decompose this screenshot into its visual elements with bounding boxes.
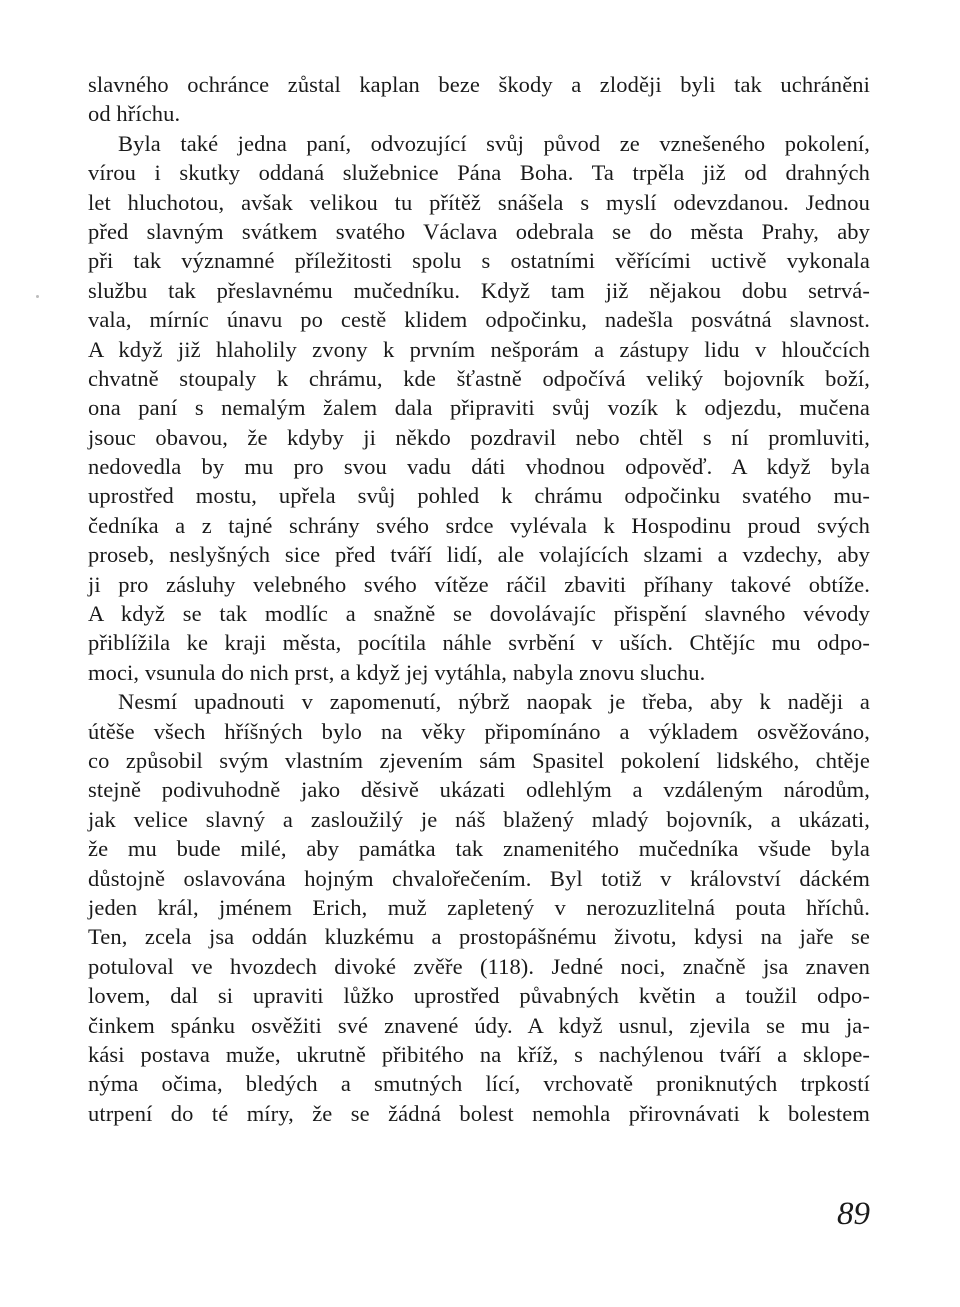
text-line: od hříchu. [88,101,181,127]
text-line: čedníka a z tajné schrány svého srdce vylévala k Hospodinu proud svých [88,512,870,538]
text-line: ona paní s nemalým žalem dala připraviti svůj vozík k odjezdu, mučena [88,395,870,421]
text-line: uprostřed mostu, upřela svůj pohled k chrámu odpočinku svatého mu- [88,483,870,509]
text-line: co způsobil svým vlastním zjevením sám Spasitel pokolení lidského, chtěje [88,747,870,773]
text-line: A když se tak modlíc a snažně se dovolávajíc přispění slavného vévody [88,601,870,627]
text-line: slavného ochránce zůstal kaplan beze škody a zloději byli tak uchráněni [88,72,870,97]
page-number: 89 [837,1196,870,1232]
text-line: chvatně stoupaly k chrámu, kde šťastně odpočívá veliký bojovník boží, [88,365,870,391]
text-line: Ten, zcela jsa oddán kluzkému a prostopášnému životu, kdysi na jaře se [88,924,870,950]
text-line: že mu bude milé, aby památka tak znamenitého mučedníka všude byla [88,836,870,862]
margin-speck [36,295,39,298]
paragraph-start-line: Nesmí upadnouti v zapomenutí, nýbrž naopak je třeba, aby k naději a [118,689,870,715]
text-line: moci, vsunula do nich prst, a když jej vytáhla, nabyla znovu sluchu. [88,659,706,685]
text-line: útěše všech hříšných bylo na věky připomínáno a výkladem osvěžováno, [88,718,870,744]
text-line: nýma očima, bledých a smutných lící, vrchovatě proniknutých trpkostí [88,1071,870,1097]
text-line: ji pro zásluhy velebného svého vítěze ráčil zbaviti příhany takové obtíže. [88,571,870,597]
text-line: přiblížila ke kraji města, pocítila náhle svrbění v uších. Chtějíc mu odpo- [88,630,870,656]
text-line: vala, mírníc únavu po cestě klidem odpočinku, nadešla posvátná slavnost. [88,307,870,333]
text-line: vírou i skutky oddaná služebnice Pána Boha. Ta trpěla již od drahných [88,160,870,186]
text-line: potuloval ve hvozdech divoké zvěře (118). Jedné noci, značně jsa znaven [88,953,870,979]
text-line: důstojně oslavována hojným chvalořečením. Byl totiž v království dáckém [88,865,870,891]
text-line: jsouc obavou, že kdyby ji někdo pozdravil nebo chtěl s ní promluviti, [88,424,870,450]
text-line: A když již hlaholily zvony k prvním nešporám a zástupy lidu v hloučcích [88,336,870,362]
body-text [88,70,870,1128]
text-line: stejně podivuhodně jako děsivě ukázati odlehlým a vzdáleným národům, [88,777,870,803]
text-line: lovem, dal si upraviti lůžko uprostřed půvabných květin a toužil odpo- [88,983,870,1009]
text-line: jak velice slavný a zasloužilý je náš blažený mladý bojovník, a ukázati, [88,806,870,832]
text-line: proseb, neslyšných sice před tváří lidí, ale volajících slzami a vzdechy, aby [88,542,870,568]
text-line: službu tak přeslavnému mučedníku. Když tam již nějakou dobu setrvá- [88,277,870,303]
text-line: kási postava muže, ukrutně přibitého na kříž, s nachýlenou tváří a sklope- [88,1041,870,1067]
text-line: let hluchotou, avšak velikou tu přítěž snášela s myslí odevzdanou. Jednou [88,189,870,215]
text-line: utrpení do té míry, že se žádná bolest nemohla přirovnávati k bolestem [88,1100,870,1126]
text-line: při tak významné příležitosti spolu s ostatními věřícími uctivě vykonala [88,248,870,274]
text-line: před slavným svátkem svatého Václava odebrala se do města Prahy, aby [88,218,870,244]
paragraph-start-line: Byla také jedna paní, odvozující svůj původ ze vznešeného pokolení, [118,130,870,156]
text-line: jeden král, jménem Erich, muž zapletený v nerozuzlitelná pouta hříchů. [88,894,870,920]
text-line: nedovedla by mu pro svou vadu dáti vhodnou odpověď. A když byla [88,454,870,480]
text-line: činkem spánku osvěžiti své znavené údy. A když usnul, zjevila se mu ja- [88,1012,870,1038]
